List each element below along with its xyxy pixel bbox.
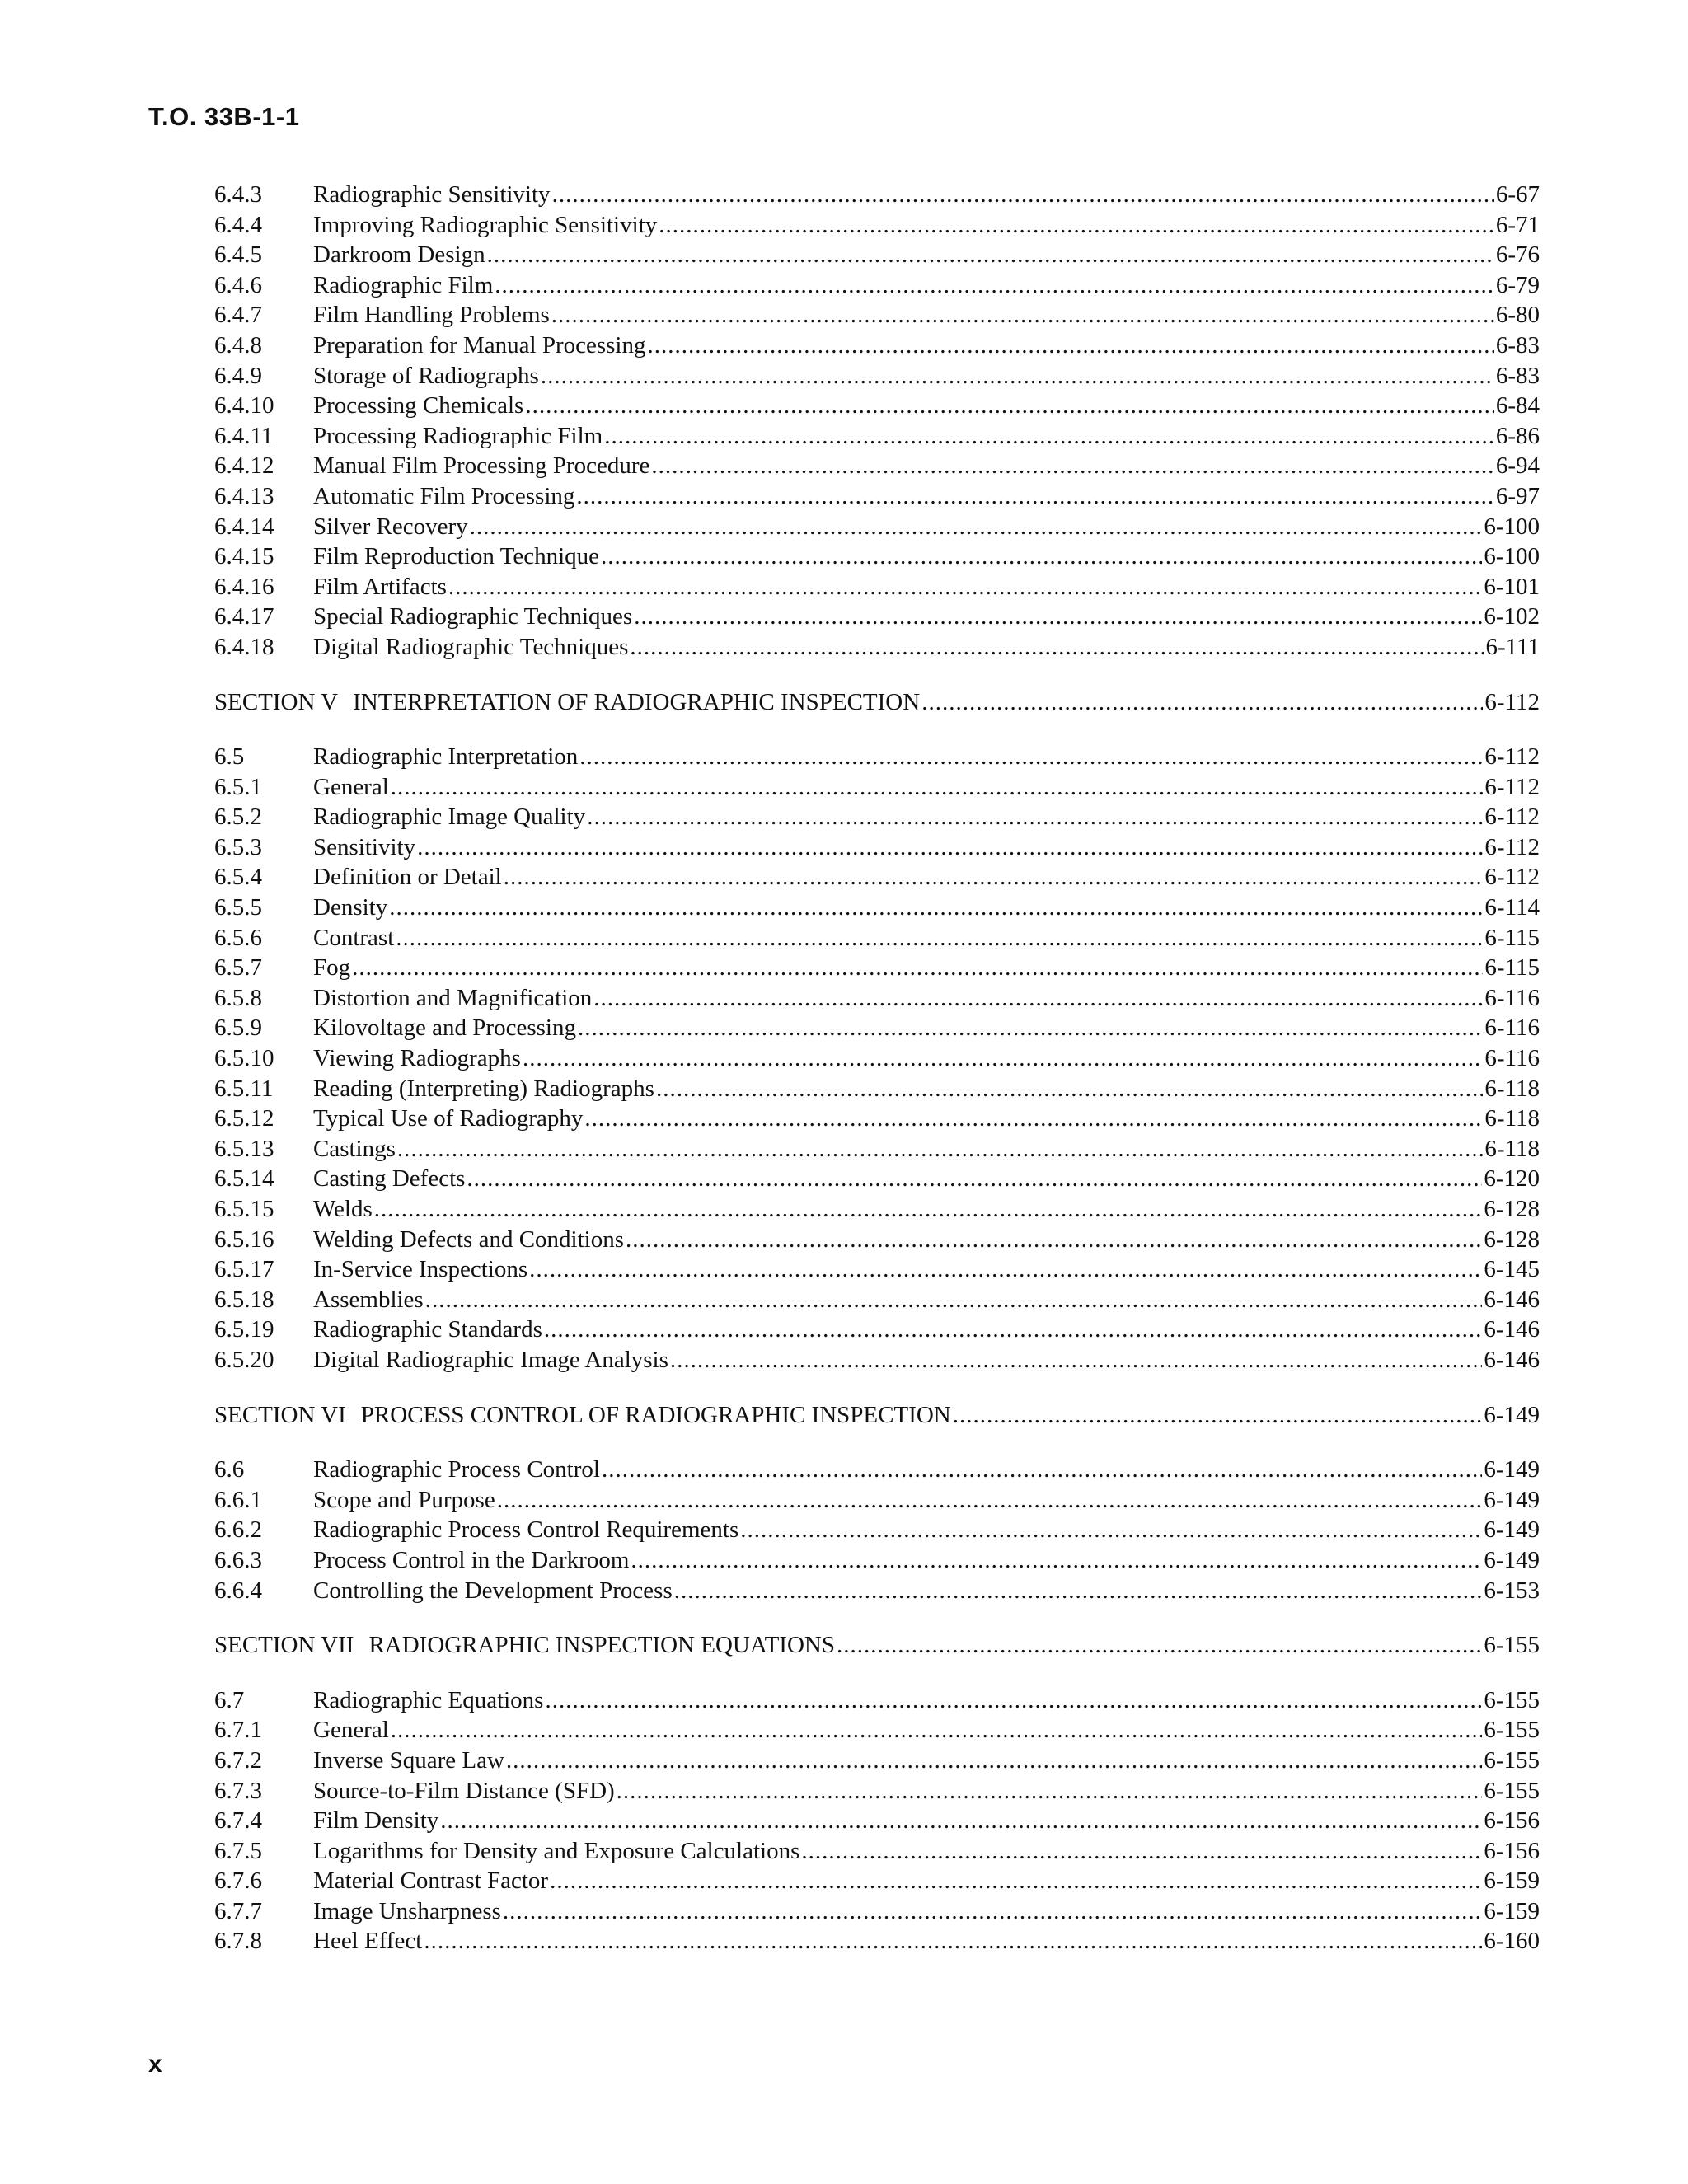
dot-leader xyxy=(506,1746,1482,1776)
toc-entry-number: 6.5.7 xyxy=(214,954,262,982)
toc-entry-title: Definition or Detail xyxy=(313,864,502,891)
toc-entry-title: Casting Defects xyxy=(313,1165,466,1193)
toc-entry[interactable] xyxy=(214,1746,1540,1776)
section-title: PROCESS CONTROL OF RADIOGRAPHIC INSPECTION xyxy=(360,1401,951,1428)
toc-entry-number: 6.5.9 xyxy=(214,1015,262,1042)
toc-entry[interactable] xyxy=(214,1836,1540,1867)
dot-leader xyxy=(587,802,1483,832)
section-heading[interactable] xyxy=(214,1400,1540,1431)
toc-entry-page-number: 6-118 xyxy=(1484,1105,1540,1132)
toc-entry-title: Radiographic Process Control xyxy=(313,1456,600,1483)
dot-leader xyxy=(389,893,1483,923)
section-spacer xyxy=(214,1605,1540,1630)
toc-entry-number: 6.4.9 xyxy=(214,362,262,389)
dot-leader xyxy=(551,300,1494,330)
toc-entry-page-number: 6-112 xyxy=(1484,864,1540,891)
dot-leader xyxy=(801,1836,1482,1867)
dot-leader xyxy=(656,1074,1483,1104)
table-of-contents xyxy=(214,180,1540,1957)
toc-entry-number: 6.6 xyxy=(214,1456,245,1483)
toc-entry-page-number: 6-100 xyxy=(1484,513,1540,540)
toc-entry-title: Scope and Purpose xyxy=(313,1486,495,1513)
toc-entry[interactable] xyxy=(214,953,1540,983)
toc-entry-title: Kilovoltage and Processing xyxy=(313,1015,576,1042)
section-page-number: 6-155 xyxy=(1484,1632,1540,1659)
toc-entry-page-number: 6-159 xyxy=(1484,1868,1540,1895)
dot-leader xyxy=(550,1866,1482,1896)
toc-entry-number: 6.5 xyxy=(214,743,245,771)
dot-leader xyxy=(424,1926,1482,1957)
toc-entry[interactable] xyxy=(214,1515,1540,1545)
toc-entry-number: 6.5.4 xyxy=(214,864,262,891)
toc-entry-page-number: 6-111 xyxy=(1485,633,1540,660)
toc-entry[interactable] xyxy=(214,1776,1540,1807)
section-page-number: 6-149 xyxy=(1484,1401,1540,1428)
toc-entry-title: Welding Defects and Conditions xyxy=(313,1226,625,1253)
toc-entry-number: 6.4.3 xyxy=(214,181,262,208)
toc-entry-number: 6.4.7 xyxy=(214,302,262,329)
toc-entry-page-number: 6-84 xyxy=(1495,392,1540,419)
toc-entry[interactable] xyxy=(214,330,1540,361)
toc-entry-number: 6.5.11 xyxy=(214,1075,274,1102)
toc-entry-title: Assemblies xyxy=(313,1286,424,1313)
toc-entry[interactable] xyxy=(214,923,1540,954)
toc-entry-page-number: 6-116 xyxy=(1484,1045,1540,1072)
dot-leader xyxy=(631,1545,1482,1576)
toc-entry[interactable] xyxy=(214,1896,1540,1927)
toc-entry[interactable] xyxy=(214,481,1540,512)
toc-entry-page-number: 6-149 xyxy=(1484,1456,1540,1483)
toc-entry[interactable] xyxy=(214,451,1540,481)
dot-leader xyxy=(647,330,1493,361)
toc-entry-page-number: 6-67 xyxy=(1495,181,1540,208)
toc-entry-number: 6.4.8 xyxy=(214,331,262,359)
toc-entry-number: 6.5.2 xyxy=(214,804,262,831)
dot-leader xyxy=(740,1515,1482,1545)
toc-entry-title: Digital Radiographic Image Analysis xyxy=(313,1346,668,1373)
toc-entry-page-number: 6-160 xyxy=(1484,1928,1540,1955)
toc-entry-number: 6.5.18 xyxy=(214,1286,274,1313)
dot-leader xyxy=(601,541,1482,572)
toc-entry[interactable] xyxy=(214,1134,1540,1165)
page-number-footer: x xyxy=(148,2050,162,2078)
toc-entry[interactable] xyxy=(214,1194,1540,1225)
toc-entry[interactable] xyxy=(214,1104,1540,1134)
section-spacer xyxy=(214,717,1540,742)
section-label: SECTION V xyxy=(214,688,339,715)
toc-entry-number: 6.6.4 xyxy=(214,1577,262,1604)
toc-entry-title: Logarithms for Density and Exposure Calculations xyxy=(313,1837,800,1864)
toc-entry-number: 6.5.16 xyxy=(214,1226,274,1253)
toc-entry-title: Silver Recovery xyxy=(313,513,468,540)
toc-entry-title: Density xyxy=(313,894,388,921)
dot-leader xyxy=(448,572,1482,602)
section-spacer xyxy=(214,1661,1540,1685)
toc-entry-page-number: 6-146 xyxy=(1484,1316,1540,1343)
toc-entry-number: 6.5.17 xyxy=(214,1256,274,1283)
toc-entry-number: 6.7.5 xyxy=(214,1837,262,1864)
toc-entry[interactable] xyxy=(214,862,1540,893)
toc-entry-title: Inverse Square Law xyxy=(313,1746,504,1774)
toc-entry-page-number: 6-118 xyxy=(1484,1075,1540,1102)
toc-entry-page-number: 6-80 xyxy=(1495,302,1540,329)
dot-leader xyxy=(467,1164,1482,1194)
toc-entry-title: Radiographic Interpretation xyxy=(313,743,579,771)
toc-entry[interactable] xyxy=(214,1926,1540,1957)
dot-leader xyxy=(674,1576,1483,1606)
toc-entry[interactable] xyxy=(214,1043,1540,1074)
toc-entry-title: Processing Chemicals xyxy=(313,392,524,419)
toc-entry[interactable] xyxy=(214,1866,1540,1896)
dot-leader xyxy=(545,1685,1482,1716)
toc-entry[interactable] xyxy=(214,1074,1540,1104)
toc-entry-page-number: 6-112 xyxy=(1484,743,1540,771)
toc-entry-page-number: 6-149 xyxy=(1484,1516,1540,1544)
toc-entry-number: 6.5.13 xyxy=(214,1135,274,1162)
toc-entry-title: General xyxy=(313,1717,389,1744)
toc-entry[interactable] xyxy=(214,512,1540,542)
dot-leader xyxy=(837,1630,1482,1661)
toc-entry[interactable] xyxy=(214,1455,1540,1485)
document-id-header: T.O. 33B-1-1 xyxy=(148,102,300,131)
toc-entry-number: 6.5.14 xyxy=(214,1165,274,1193)
dot-leader xyxy=(497,1485,1483,1516)
toc-entry-number: 6.5.6 xyxy=(214,924,262,951)
toc-entry-page-number: 6-112 xyxy=(1484,773,1540,800)
toc-entry-number: 6.4.12 xyxy=(214,452,274,480)
toc-entry-page-number: 6-83 xyxy=(1495,362,1540,389)
section-title: INTERPRETATION OF RADIOGRAPHIC INSPECTION xyxy=(353,688,921,715)
dot-leader xyxy=(626,1225,1482,1255)
toc-entry-title: Material Contrast Factor xyxy=(313,1868,549,1895)
toc-entry-number: 6.5.8 xyxy=(214,984,262,1011)
dot-leader xyxy=(604,421,1494,452)
toc-entry-page-number: 6-156 xyxy=(1484,1837,1540,1864)
toc-entry-number: 6.4.17 xyxy=(214,603,274,630)
dot-leader xyxy=(578,1013,1483,1043)
toc-entry[interactable] xyxy=(214,1345,1540,1376)
toc-entry-number: 6.4.13 xyxy=(214,482,274,509)
toc-entry-title: Controlling the Development Process xyxy=(313,1577,673,1604)
toc-entry-number: 6.5.10 xyxy=(214,1045,274,1072)
dot-leader xyxy=(397,1134,1484,1165)
dot-leader xyxy=(584,1104,1483,1134)
dot-leader xyxy=(352,953,1483,983)
toc-entry-title: Storage of Radiographs xyxy=(313,362,539,389)
dot-leader xyxy=(470,512,1483,542)
toc-entry-page-number: 6-155 xyxy=(1484,1746,1540,1774)
toc-entry-title: Sensitivity xyxy=(313,833,416,860)
dot-leader xyxy=(602,1455,1482,1485)
toc-entry[interactable] xyxy=(214,1013,1540,1043)
dot-leader xyxy=(579,742,1483,772)
toc-entry[interactable] xyxy=(214,240,1540,270)
dot-leader xyxy=(396,923,1483,954)
toc-entry-page-number: 6-116 xyxy=(1484,984,1540,1011)
toc-entry-title: Film Density xyxy=(313,1807,439,1835)
toc-entry-number: 6.5.1 xyxy=(214,773,262,800)
toc-entry[interactable] xyxy=(214,270,1540,301)
toc-entry-title: Automatic Film Processing xyxy=(313,482,575,509)
toc-entry-page-number: 6-112 xyxy=(1484,833,1540,860)
dot-leader xyxy=(417,832,1483,863)
dot-leader xyxy=(525,391,1494,421)
toc-entry-title: Typical Use of Radiography xyxy=(313,1105,584,1132)
dot-leader xyxy=(529,1254,1482,1285)
toc-entry-page-number: 6-149 xyxy=(1484,1546,1540,1573)
toc-entry-title: Processing Radiographic Film xyxy=(313,422,603,449)
toc-entry-title: Improving Radiographic Sensitivity xyxy=(313,211,658,238)
toc-entry-page-number: 6-101 xyxy=(1484,573,1540,600)
toc-entry-page-number: 6-76 xyxy=(1495,241,1540,269)
toc-entry[interactable] xyxy=(214,1164,1540,1194)
toc-entry-page-number: 6-155 xyxy=(1484,1777,1540,1804)
toc-entry-page-number: 6-153 xyxy=(1484,1577,1540,1604)
toc-entry-page-number: 6-100 xyxy=(1484,543,1540,570)
section-spacer xyxy=(214,1376,1540,1400)
dot-leader xyxy=(440,1806,1482,1836)
toc-entry-title: Digital Radiographic Techniques xyxy=(313,633,629,660)
dot-leader xyxy=(425,1285,1483,1315)
toc-entry-title: General xyxy=(313,773,389,800)
toc-entry-number: 6.7.3 xyxy=(214,1777,262,1804)
toc-entry-title: Darkroom Design xyxy=(313,241,485,269)
toc-entry-number: 6.5.20 xyxy=(214,1346,274,1373)
toc-entry-page-number: 6-116 xyxy=(1484,1015,1540,1042)
toc-entry[interactable] xyxy=(214,1576,1540,1606)
toc-entry[interactable] xyxy=(214,210,1540,241)
toc-entry-page-number: 6-155 xyxy=(1484,1717,1540,1744)
toc-entry-page-number: 6-112 xyxy=(1484,804,1540,831)
dot-leader xyxy=(504,862,1484,893)
toc-entry[interactable] xyxy=(214,1254,1540,1285)
toc-entry-title: Preparation for Manual Processing xyxy=(313,331,646,359)
dot-leader xyxy=(659,210,1494,241)
toc-entry[interactable] xyxy=(214,602,1540,632)
dot-leader xyxy=(541,361,1494,391)
toc-entry-title: Viewing Radiographs xyxy=(313,1045,521,1072)
toc-entry-title: Source-to-Film Distance (SFD) xyxy=(313,1777,615,1804)
toc-entry-page-number: 6-146 xyxy=(1484,1286,1540,1313)
toc-entry-number: 6.4.16 xyxy=(214,573,274,600)
toc-entry[interactable] xyxy=(214,391,1540,421)
toc-entry-title: Castings xyxy=(313,1135,396,1162)
toc-entry[interactable] xyxy=(214,632,1540,663)
toc-entry-title: Radiographic Image Quality xyxy=(313,804,586,831)
dot-leader xyxy=(576,481,1493,512)
toc-entry-page-number: 6-102 xyxy=(1484,603,1540,630)
toc-entry-number: 6.5.12 xyxy=(214,1105,274,1132)
toc-entry-number: 6.4.5 xyxy=(214,241,262,269)
toc-entry[interactable] xyxy=(214,1806,1540,1836)
dot-leader xyxy=(953,1400,1483,1431)
dot-leader xyxy=(593,983,1483,1014)
toc-entry-number: 6.4.11 xyxy=(214,422,274,449)
dot-leader xyxy=(617,1776,1483,1807)
toc-entry-number: 6.4.4 xyxy=(214,211,262,238)
toc-entry-number: 6.5.19 xyxy=(214,1316,274,1343)
toc-entry-title: Manual Film Processing Procedure xyxy=(313,452,650,480)
toc-entry-number: 6.7.6 xyxy=(214,1868,262,1895)
toc-entry[interactable] xyxy=(214,300,1540,330)
dot-leader xyxy=(523,1043,1483,1074)
section-spacer xyxy=(214,1430,1540,1455)
toc-entry-title: Contrast xyxy=(313,924,395,951)
toc-entry-title: Radiographic Sensitivity xyxy=(313,181,551,208)
dot-leader xyxy=(651,451,1493,481)
toc-entry[interactable] xyxy=(214,772,1540,803)
section-heading[interactable] xyxy=(214,1630,1540,1661)
toc-entry-number: 6.5.5 xyxy=(214,894,262,921)
dot-leader xyxy=(921,687,1483,718)
toc-entry[interactable] xyxy=(214,541,1540,572)
dot-leader xyxy=(634,602,1482,632)
toc-entry-page-number: 6-114 xyxy=(1484,894,1540,921)
toc-entry-number: 6.5.3 xyxy=(214,833,262,860)
toc-entry-number: 6.5.15 xyxy=(214,1196,274,1222)
toc-entry-page-number: 6-118 xyxy=(1484,1135,1540,1162)
toc-entry[interactable] xyxy=(214,1715,1540,1746)
toc-entry-page-number: 6-159 xyxy=(1484,1897,1540,1924)
dot-leader xyxy=(487,240,1494,270)
toc-entry-title: Film Handling Problems xyxy=(313,302,550,329)
dot-leader xyxy=(374,1194,1483,1225)
toc-entry-title: Fog xyxy=(313,954,351,982)
toc-entry-page-number: 6-156 xyxy=(1484,1807,1540,1835)
toc-entry-page-number: 6-94 xyxy=(1495,452,1540,480)
toc-entry-page-number: 6-149 xyxy=(1484,1486,1540,1513)
dot-leader xyxy=(670,1345,1482,1376)
toc-entry[interactable] xyxy=(214,893,1540,923)
toc-entry-number: 6.7 xyxy=(214,1686,245,1713)
toc-entry[interactable] xyxy=(214,1485,1540,1516)
toc-entry-title: Special Radiographic Techniques xyxy=(313,603,633,630)
toc-entry[interactable] xyxy=(214,1225,1540,1255)
toc-entry-page-number: 6-146 xyxy=(1484,1346,1540,1373)
toc-entry-number: 6.4.14 xyxy=(214,513,274,540)
toc-entry-number: 6.7.2 xyxy=(214,1746,262,1774)
toc-entry[interactable] xyxy=(214,1685,1540,1716)
toc-entry-title: Welds xyxy=(313,1196,373,1222)
toc-entry-number: 6.4.6 xyxy=(214,271,262,298)
toc-entry[interactable] xyxy=(214,1285,1540,1315)
toc-entry-number: 6.4.10 xyxy=(214,392,274,419)
toc-entry[interactable] xyxy=(214,1545,1540,1576)
toc-entry-title: Reading (Interpreting) Radiographs xyxy=(313,1075,654,1102)
toc-entry-title: Film Reproduction Technique xyxy=(313,543,599,570)
toc-entry-page-number: 6-120 xyxy=(1484,1165,1540,1193)
dot-leader xyxy=(495,270,1494,301)
toc-entry-title: Image Unsharpness xyxy=(313,1897,501,1924)
toc-entry-page-number: 6-83 xyxy=(1495,331,1540,359)
toc-entry-title: Process Control in the Darkroom xyxy=(313,1546,630,1573)
toc-entry-page-number: 6-79 xyxy=(1495,271,1540,298)
dot-leader xyxy=(552,180,1494,210)
toc-entry-number: 6.7.1 xyxy=(214,1717,262,1744)
toc-entry-page-number: 6-145 xyxy=(1484,1256,1540,1283)
toc-entry-page-number: 6-86 xyxy=(1495,422,1540,449)
section-heading[interactable] xyxy=(214,687,1540,718)
toc-entry-title: Radiographic Standards xyxy=(313,1316,542,1343)
toc-entry[interactable] xyxy=(214,180,1540,210)
section-title: RADIOGRAPHIC INSPECTION EQUATIONS xyxy=(368,1632,835,1659)
toc-entry-page-number: 6-128 xyxy=(1484,1226,1540,1253)
section-page-number: 6-112 xyxy=(1484,688,1540,715)
toc-entry-title: Heel Effect xyxy=(313,1928,423,1955)
toc-entry-number: 6.7.7 xyxy=(214,1897,262,1924)
toc-entry-number: 6.4.18 xyxy=(214,633,274,660)
dot-leader xyxy=(544,1315,1482,1345)
dot-leader xyxy=(391,772,1484,803)
section-spacer xyxy=(214,663,1540,687)
toc-entry-page-number: 6-97 xyxy=(1495,482,1540,509)
toc-entry-page-number: 6-115 xyxy=(1484,954,1540,982)
toc-entry-number: 6.6.2 xyxy=(214,1516,262,1544)
toc-entry[interactable] xyxy=(214,361,1540,391)
toc-entry-title: Radiographic Process Control Requirements xyxy=(313,1516,739,1544)
toc-entry-number: 6.7.8 xyxy=(214,1928,262,1955)
toc-entry-number: 6.6.1 xyxy=(214,1486,262,1513)
dot-leader xyxy=(630,632,1484,663)
toc-entry[interactable] xyxy=(214,1315,1540,1345)
toc-entry-number: 6.6.3 xyxy=(214,1546,262,1573)
dot-leader xyxy=(391,1715,1483,1746)
toc-entry-title: Film Artifacts xyxy=(313,573,447,600)
toc-entry[interactable] xyxy=(214,742,1540,772)
toc-entry-page-number: 6-155 xyxy=(1484,1686,1540,1713)
section-label: SECTION VI xyxy=(214,1401,346,1428)
toc-entry-number: 6.7.4 xyxy=(214,1807,262,1835)
toc-entry-page-number: 6-115 xyxy=(1484,924,1540,951)
toc-entry-page-number: 6-71 xyxy=(1495,211,1540,238)
toc-entry-page-number: 6-128 xyxy=(1484,1196,1540,1222)
toc-entry-title: Radiographic Film xyxy=(313,271,494,298)
toc-entry-title: Distortion and Magnification xyxy=(313,984,593,1011)
toc-entry-title: In-Service Inspections xyxy=(313,1256,528,1283)
dot-leader xyxy=(503,1896,1482,1927)
toc-entry-number: 6.4.15 xyxy=(214,543,274,570)
toc-entry[interactable] xyxy=(214,421,1540,452)
toc-entry[interactable] xyxy=(214,832,1540,863)
toc-entry[interactable] xyxy=(214,802,1540,832)
section-label: SECTION VII xyxy=(214,1632,354,1659)
toc-entry[interactable] xyxy=(214,572,1540,602)
toc-entry-title: Radiographic Equations xyxy=(313,1686,544,1713)
toc-entry[interactable] xyxy=(214,983,1540,1014)
